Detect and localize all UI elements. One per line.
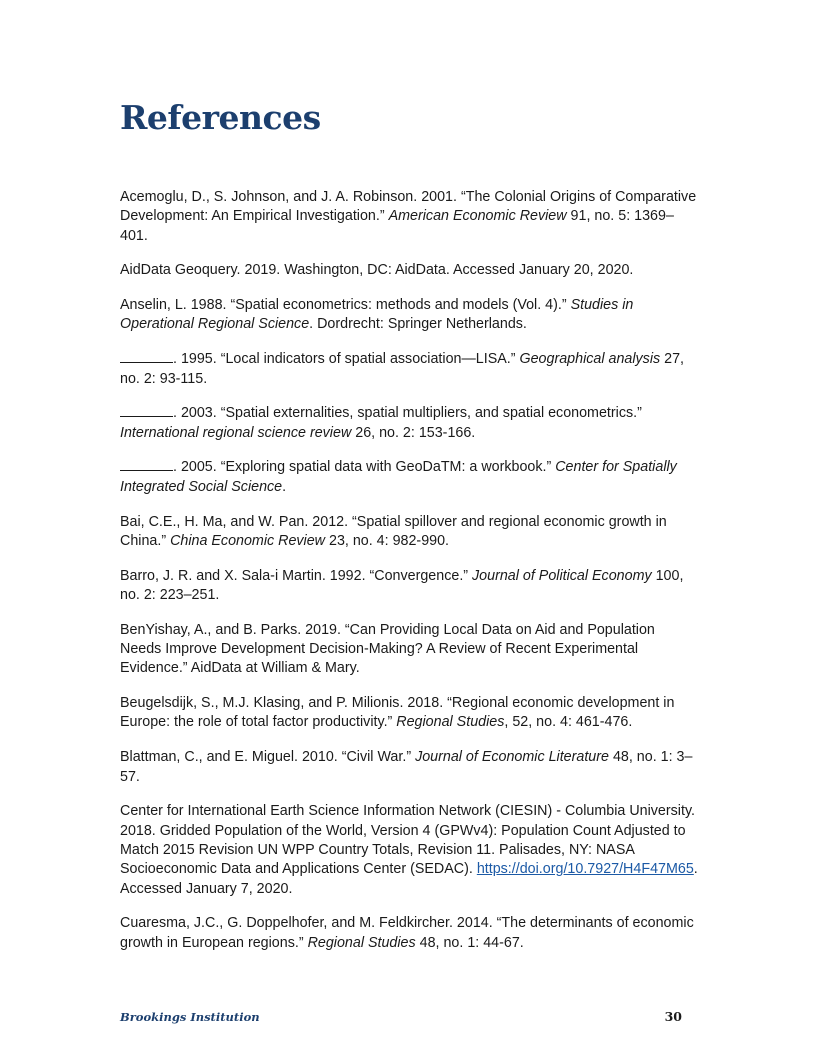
reference-item: . 1995. “Local indicators of spatial association—LISA.” Geographical analysis 27, no. 2: 93-115. xyxy=(120,351,685,387)
reference-item: Bai, C.E., H. Ma, and W. Pan. 2012. “Spatial spillover and regional economic growth in China.” China Economic Review 23, no. 4: 982-990. xyxy=(120,513,667,549)
reference-item: Acemoglu, D., S. Johnson, and J. A. Robinson. 2001. “The Colonial Origins of Comparative Development: An Empirical Investigation.” American Economic Review 91, no. 5: 1369–401. xyxy=(120,189,697,244)
same-author-dash xyxy=(120,459,173,471)
reference-item: Beugelsdijk, S., M.J. Klasing, and P. Milionis. 2018. “Regional economic development in Europe: the role of total factor productivity.” Regional Studies, 52, no. 4: 461-476. xyxy=(120,695,675,731)
reference-item: BenYishay, A., and B. Parks. 2019. “Can Providing Local Data on Aid and Population Needs Improve Development Decision-Making? A Review of Recent Experimental Evidence.” AidData at William & Mary. xyxy=(120,621,655,677)
reference-item: Barro, J. R. and X. Sala-i Martin. 1992. “Convergence.” Journal of Political Economy 100, no. 2: 223–251. xyxy=(120,567,684,603)
reference-item: Cuaresma, J.C., G. Doppelhofer, and M. Feldkircher. 2014. “The determinants of economic growth in European regions.” Regional Studies 48, no. 1: 44-67. xyxy=(120,915,694,951)
doi-link[interactable]: https://doi.org/10.7927/H4F47M65 xyxy=(476,861,694,878)
page-number: 30 xyxy=(664,1009,682,1024)
same-author-dash xyxy=(120,351,173,363)
reference-item: . 2003. “Spatial externalities, spatial multipliers, and spatial econometrics.” International regional science review 26, no. 2: 153-166. xyxy=(120,405,642,441)
same-author-dash xyxy=(120,405,173,417)
reference-item: . 2005. “Exploring spatial data with GeoDaTM: a workbook.” Center for Spatially Integrated Social Science. xyxy=(120,459,677,495)
reference-item: Anselin, L. 1988. “Spatial econometrics: methods and models (Vol. 4).” Studies in Operational Regional Science. Dordrecht: Springer Netherlands. xyxy=(120,297,634,333)
page-title: References xyxy=(120,98,321,137)
reference-item: AidData Geoquery. 2019. Washington, DC: AidData. Accessed January 20, 2020. xyxy=(120,262,634,279)
reference-list xyxy=(120,188,700,968)
reference-item: Center for International Earth Science Information Network (CIESIN) - Columbia University. 2018. Gridded Population of the World, Version 4 (GPWv4): Population Count Adjusted to Match 2015 Revision UN WPP Country Totals, Revision 11. Palisades, NY: NASA Socioeconomic Data and Applications Center (SEDAC). https://doi.org/10.7927/H4F47M65. Accessed January 7, 2020. xyxy=(120,803,698,897)
reference-item: Blattman, C., and E. Miguel. 2010. “Civil War.” Journal of Economic Literature 48, no. 1: 3–57. xyxy=(120,749,693,785)
footer-organization: Brookings Institution xyxy=(120,1010,260,1024)
